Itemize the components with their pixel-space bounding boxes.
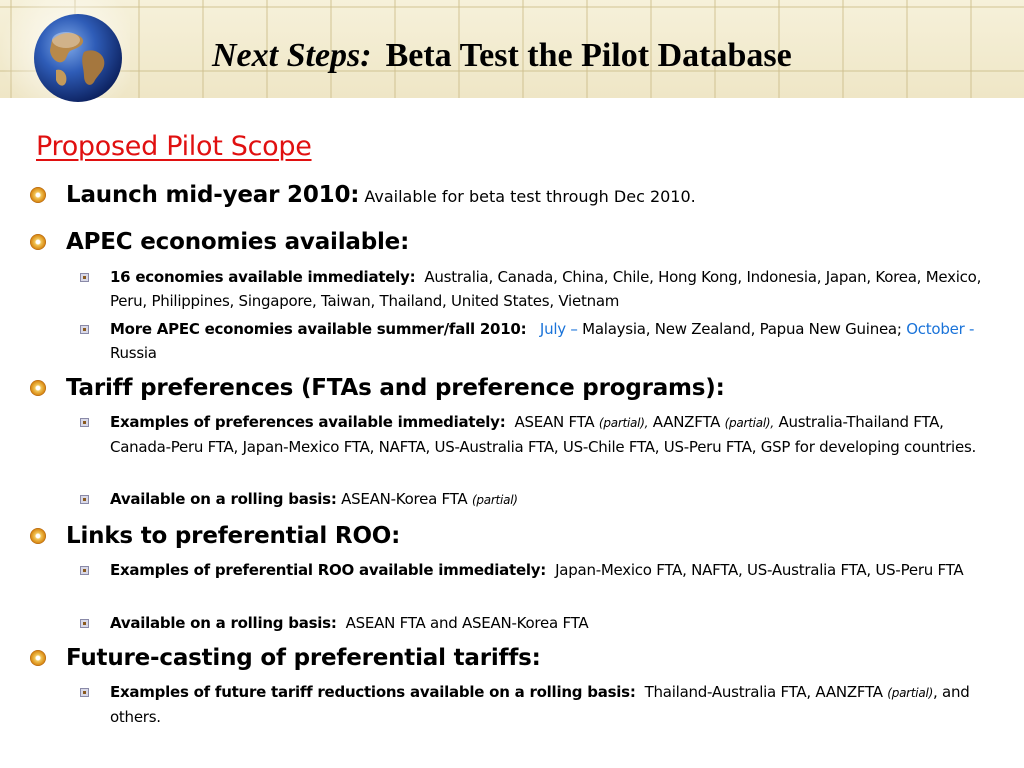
section-subtitle: Proposed Pilot Scope: [36, 131, 312, 162]
tariff-immediate-rest: Australia-Thailand FTA, Canada-Peru FTA, Japan-Mexico FTA, NAFTA, US-Australia FTA, US-Chile FTA, US-Peru FTA, GSP for developing countries.: [110, 413, 977, 456]
apec-more-october: October -: [906, 320, 975, 338]
tariff-immediate-asean-note: (partial),: [598, 416, 649, 430]
square-bullet-icon: [80, 325, 89, 334]
bullet-launch-text: Available for beta test through Dec 2010.: [364, 187, 696, 206]
apec-immediate-lead: 16 economies available immediately:: [110, 268, 416, 286]
bullet-roo-heading: Links to preferential ROO:: [66, 523, 401, 549]
apec-more: [110, 317, 990, 365]
roo-rolling-lead: Available on a rolling basis:: [110, 614, 337, 632]
apec-more-lead: More APEC economies available summer/fall 2010:: [110, 320, 527, 338]
globe-icon: [32, 12, 124, 104]
square-bullet-icon: [80, 566, 89, 575]
square-bullet-icon: [80, 418, 89, 427]
bullet-launch: [66, 181, 696, 209]
roo-immediate-lead: Examples of preferential ROO available immediately:: [110, 561, 547, 579]
tariff-rolling-lead: Available on a rolling basis:: [110, 490, 337, 508]
round-bullet-icon: [30, 528, 46, 544]
future-rolling-text: Thailand-Australia FTA, AANZFTA: [644, 683, 883, 701]
slide-title-main: Beta Test the Pilot Database: [385, 37, 792, 74]
apec-immediate-text: Australia, Canada, China, Chile, Hong Kong, Indonesia, Japan, Korea, Mexico, Peru, Philippines, Singapore, Taiwan, Thailand, United States, Vietnam: [110, 268, 982, 310]
apec-immediate: [110, 265, 990, 313]
roo-immediate: [110, 558, 990, 582]
future-rolling-lead: Examples of future tariff reductions available on a rolling basis:: [110, 683, 636, 701]
bullet-apec-heading: APEC economies available:: [66, 229, 410, 255]
future-rolling: [110, 680, 990, 729]
apec-more-october-text: Russia: [110, 344, 157, 362]
tariff-immediate-asean: ASEAN FTA: [514, 413, 595, 431]
bullet-tariff: [66, 374, 725, 402]
square-bullet-icon: [80, 273, 89, 282]
tariff-immediate-aanz-note: (partial),: [724, 416, 774, 430]
tariff-rolling-note: (partial): [471, 493, 518, 507]
apec-more-july: July –: [539, 320, 578, 338]
slide-title: [212, 36, 1002, 76]
future-rolling-note: (partial): [887, 686, 934, 700]
bullet-tariff-heading: Tariff preferences (FTAs and preference programs):: [66, 375, 725, 401]
roo-rolling: [110, 611, 990, 635]
roo-rolling-text: ASEAN FTA and ASEAN-Korea FTA: [345, 614, 589, 632]
round-bullet-icon: [30, 380, 46, 396]
bullet-apec: [66, 228, 409, 256]
round-bullet-icon: [30, 650, 46, 666]
roo-immediate-text: Japan-Mexico FTA, NAFTA, US-Australia FTA, US-Peru FTA: [555, 561, 964, 579]
round-bullet-icon: [30, 187, 46, 203]
square-bullet-icon: [80, 495, 89, 504]
tariff-immediate: [110, 410, 990, 459]
tariff-rolling-text: ASEAN-Korea FTA: [341, 490, 468, 508]
banner-edge: [0, 98, 1024, 108]
round-bullet-icon: [30, 234, 46, 250]
tariff-immediate-lead: Examples of preferences available immediately:: [110, 413, 506, 431]
tariff-rolling: [110, 487, 990, 512]
bullet-roo: [66, 522, 400, 550]
apec-more-july-text: Malaysia, New Zealand, Papua New Guinea;: [582, 320, 902, 338]
bullet-launch-heading: Launch mid-year 2010:: [66, 182, 360, 208]
future-rolling-tail: , and others.: [110, 683, 970, 726]
square-bullet-icon: [80, 688, 89, 697]
bullet-future-heading: Future-casting of preferential tariffs:: [66, 645, 541, 671]
slide-title-prefix: Next Steps:: [212, 37, 372, 74]
bullet-future: [66, 644, 541, 672]
tariff-immediate-aanz: AANZFTA: [652, 413, 721, 431]
square-bullet-icon: [80, 619, 89, 628]
